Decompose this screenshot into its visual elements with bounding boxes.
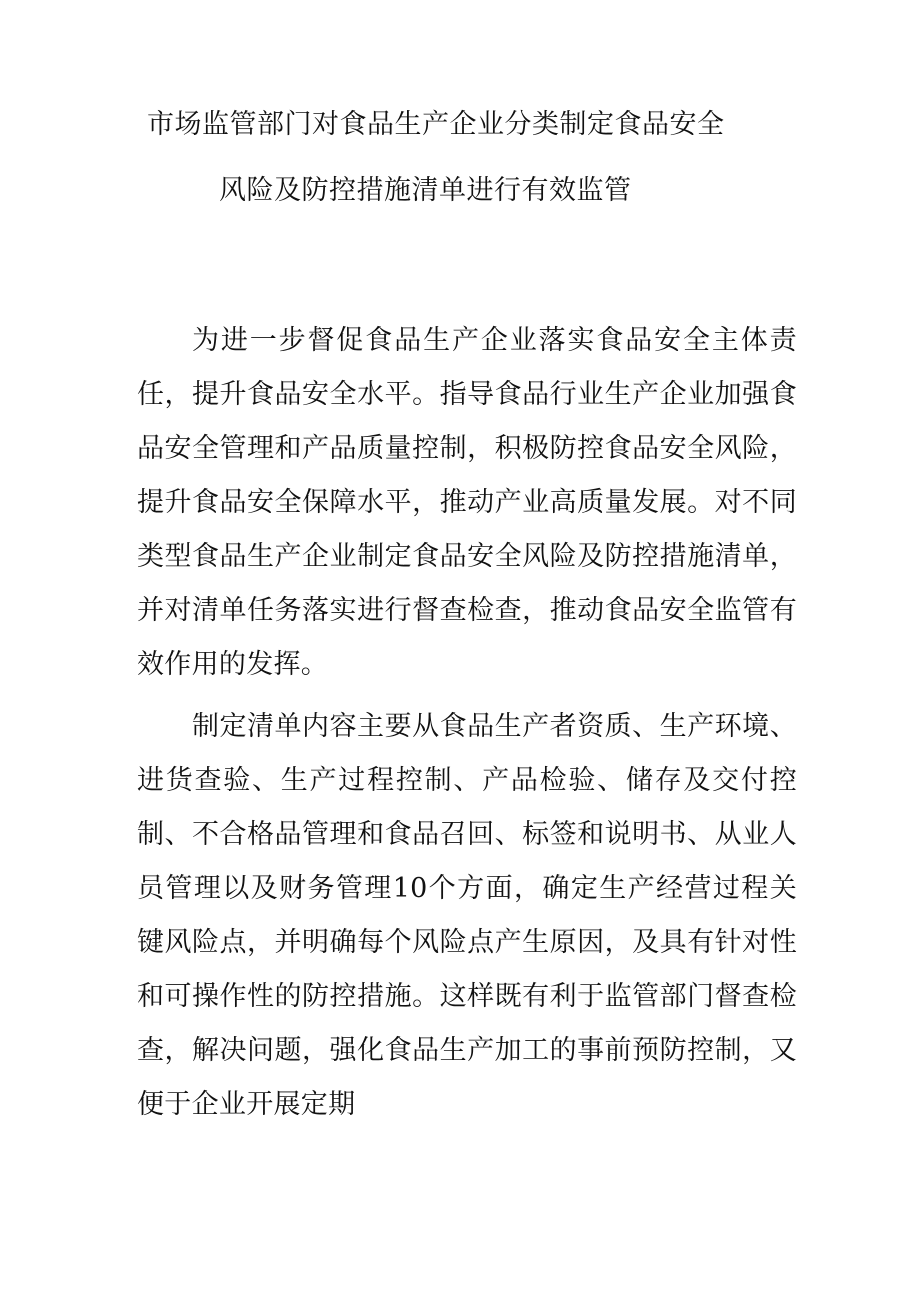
- document-title-line-2: 风险及防控措施清单进行有效监管: [219, 175, 632, 206]
- body-paragraph-1: 为进一步督促食品生产企业落实食品安全主体责任，提升食品安全水平。指导食品行业生产企业加强食品安全管理和产品质量控制，积极防控食品安全风险，提升食品安全保障水平，推动产业高质量发展。对不同类型食品生产企业制定食品安全风险及防控措施清单，并对清单任务落实进行督查检查，推动食品安全监管有效作用的发挥。: [137, 325, 797, 680]
- body-paragraph-2: 制定清单内容主要从食品生产者资质、生产环境、进货查验、生产过程控制、产品检验、储存及交付控制、不合格品管理和食品召回、标签和说明书、从业人员管理以及财务管理10个方面，确定生产经营过程关键风险点，并明确每个风险点产生原因，及具有针对性和可操作性的防控措施。这样既有利于监管部门督查检查，解决问题，强化食品生产加工的事前预防控制，又便于企业开展定期: [137, 711, 797, 1120]
- document-title-line-1: 市场监管部门对食品生产企业分类制定食品安全: [147, 109, 725, 140]
